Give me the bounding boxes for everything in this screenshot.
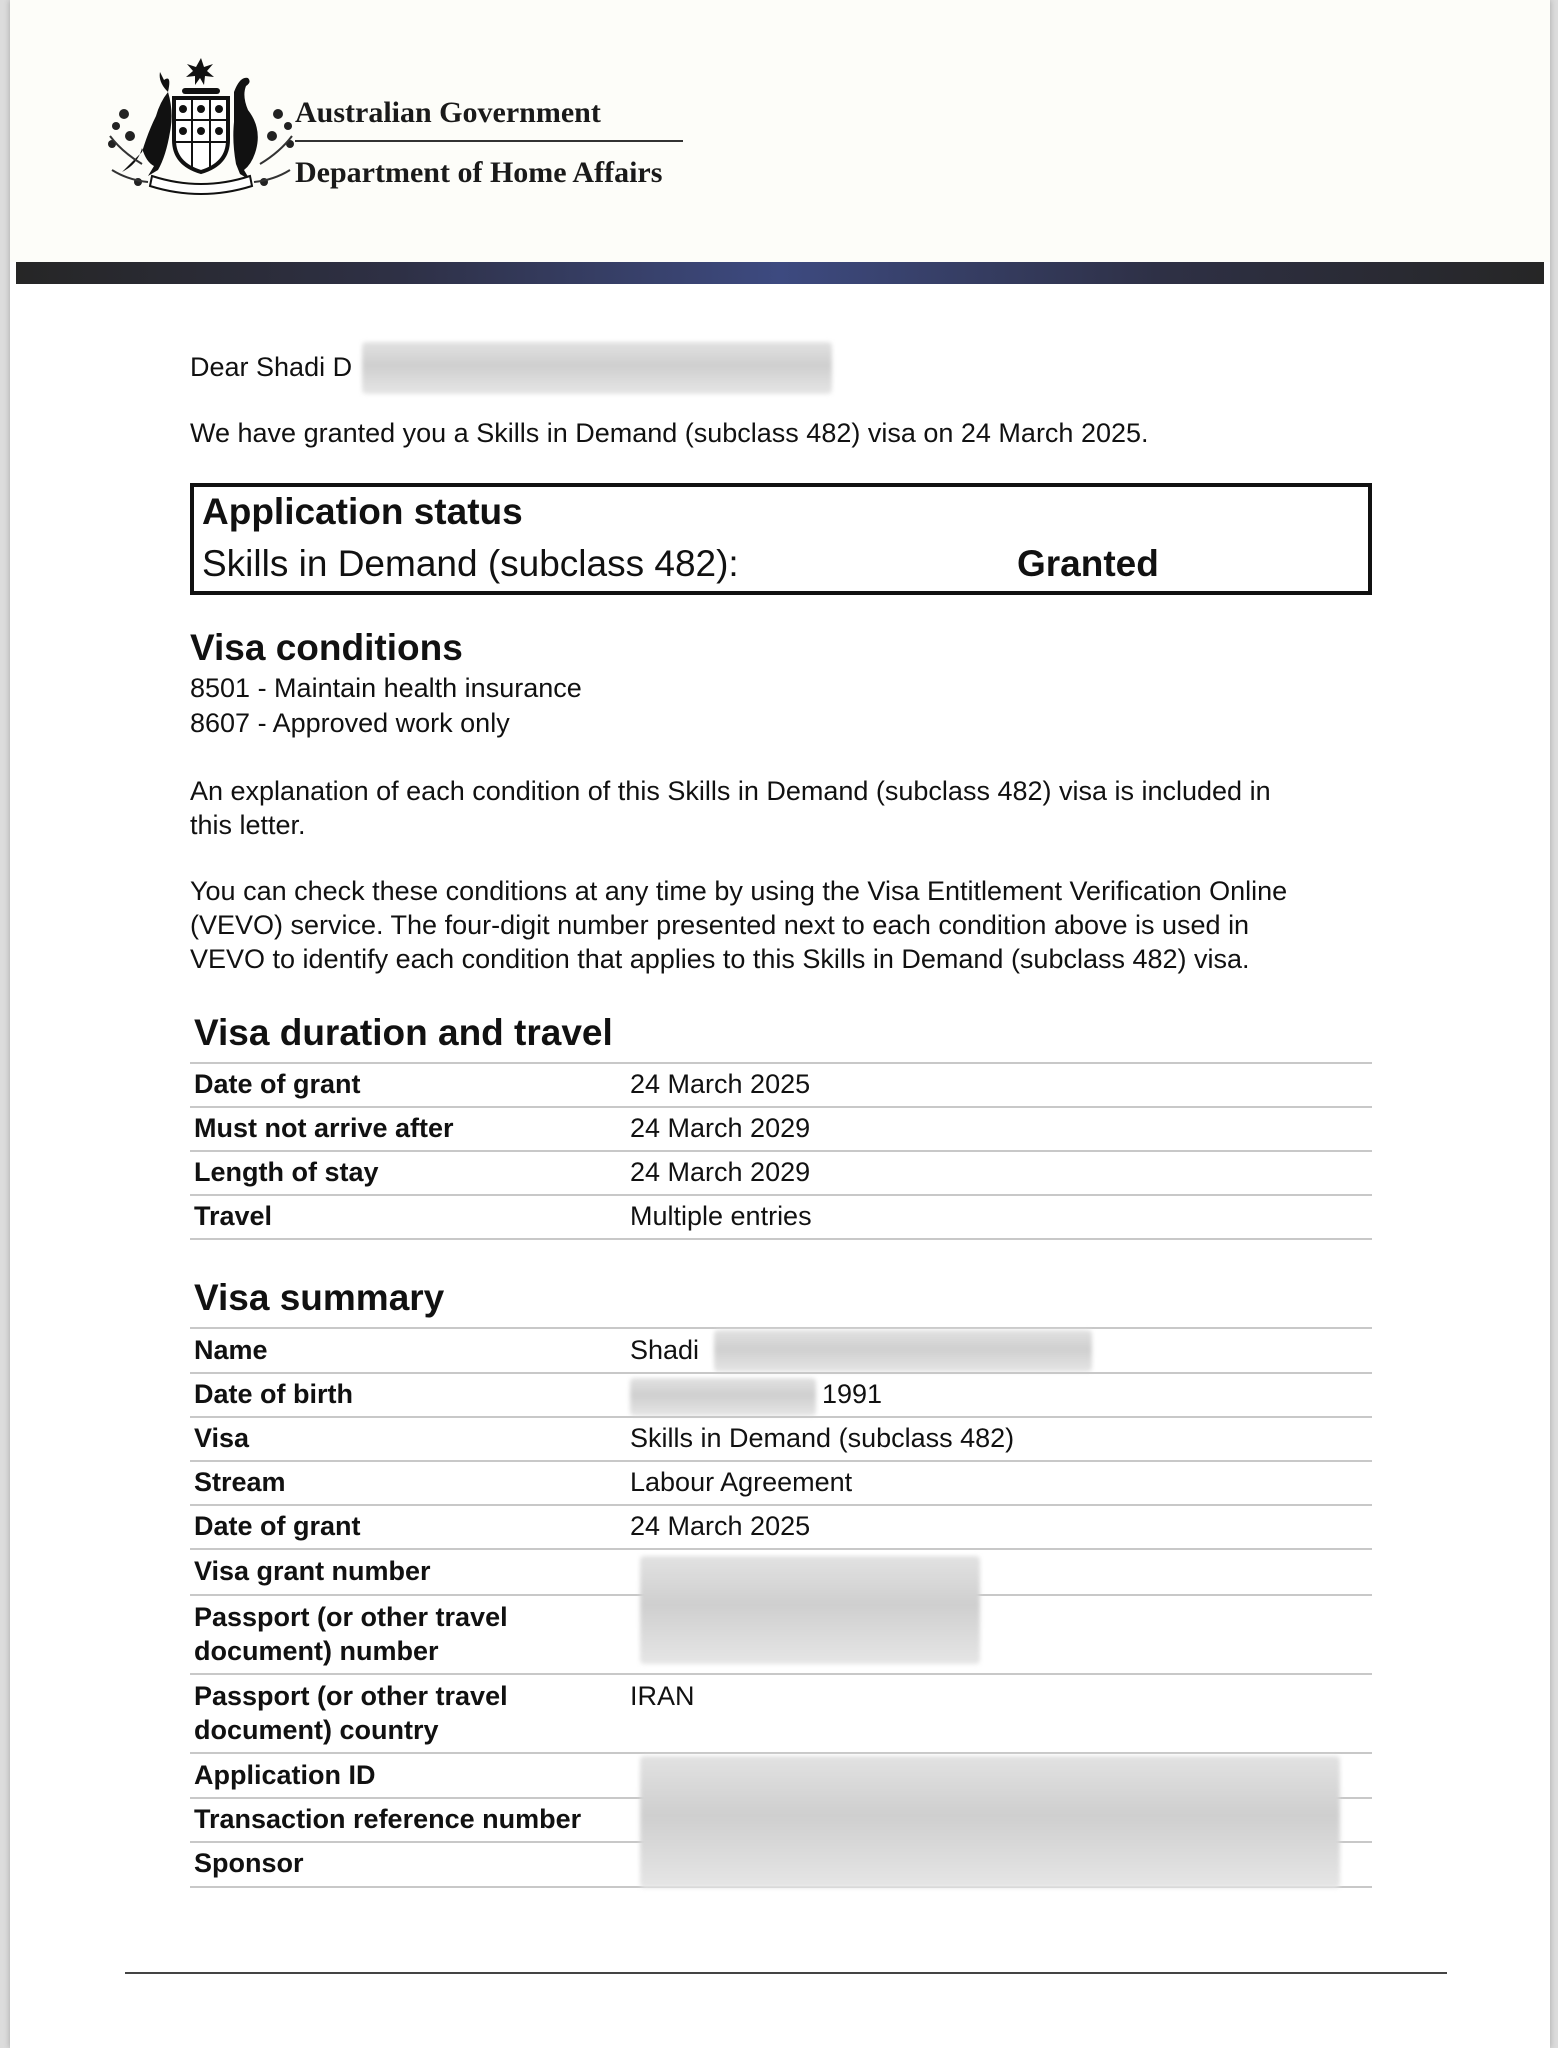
table-divider (190, 1150, 1372, 1152)
paragraph-line: You can check these conditions at any time by using the Visa Entitlement Verification Online (190, 876, 1288, 906)
duration-label: Date of grant (194, 1069, 361, 1099)
summary-label (194, 1679, 508, 1747)
paragraph-line: this letter. (190, 810, 306, 840)
summary-label: Visa grant number (194, 1556, 431, 1586)
summary-value: Labour Agreement (630, 1467, 853, 1497)
label-line: Passport (or other travel (194, 1602, 508, 1632)
status-visa: Skills in Demand (subclass 482): (202, 543, 739, 584)
table-divider (190, 1372, 1372, 1374)
table-divider (190, 1752, 1372, 1754)
duration-label: Must not arrive after (194, 1113, 454, 1143)
table-divider (190, 1327, 1372, 1329)
table-divider (190, 1416, 1372, 1418)
conditions-explanation (190, 774, 1390, 842)
conditions-title: Visa conditions (190, 627, 463, 668)
table-divider (190, 1460, 1372, 1462)
summary-label: Transaction reference number (194, 1804, 582, 1834)
summary-value: 24 March 2025 (630, 1511, 811, 1541)
redacted-surname (714, 1330, 1092, 1372)
duration-label: Travel (194, 1201, 273, 1231)
summary-label: Date of birth (194, 1379, 353, 1409)
duration-value: Multiple entries (630, 1201, 812, 1231)
summary-title: Visa summary (194, 1277, 445, 1318)
summary-label: Sponsor (194, 1848, 304, 1878)
duration-value: 24 March 2029 (630, 1157, 811, 1187)
grant-intro: We have granted you a Skills in Demand (subclass 482) visa on 24 March 2025. (190, 418, 1149, 448)
application-status-box (190, 483, 1372, 595)
table-divider (190, 1238, 1372, 1240)
label-line: document) number (194, 1636, 439, 1666)
table-divider (190, 1194, 1372, 1196)
status-title: Application status (202, 491, 523, 532)
redacted-application-details (640, 1756, 1340, 1888)
summary-label: Application ID (194, 1760, 376, 1790)
paragraph-line: VEVO to identify each condition that applies to this Skills in Demand (subclass 482) visa. (190, 944, 1250, 974)
duration-value: 24 March 2029 (630, 1113, 811, 1143)
vevo-explanation (190, 874, 1390, 976)
table-divider (190, 1062, 1372, 1064)
redacted-grant-and-passport-number (640, 1556, 980, 1664)
duration-label: Length of stay (194, 1157, 379, 1187)
department-name: Department of Home Affairs (295, 156, 663, 189)
summary-label: Stream (194, 1467, 286, 1497)
status-badge: Granted (1017, 543, 1159, 584)
duration-value: 24 March 2025 (630, 1069, 811, 1099)
summary-value: Skills in Demand (subclass 482) (630, 1423, 1015, 1453)
redacted-surname (362, 342, 832, 394)
table-divider (190, 1504, 1372, 1506)
summary-value: IRAN (630, 1681, 695, 1711)
label-line: Passport (or other travel (194, 1681, 508, 1711)
letterhead-divider (295, 140, 683, 142)
summary-value: 1991 (822, 1379, 883, 1409)
summary-label: Date of grant (194, 1511, 361, 1541)
summary-label (194, 1600, 508, 1668)
table-divider (190, 1548, 1372, 1550)
redacted-birth-date (630, 1378, 816, 1416)
summary-label: Visa (194, 1423, 250, 1453)
label-line: document) country (194, 1715, 439, 1745)
paragraph-line: An explanation of each condition of this Skills in Demand (subclass 482) visa is included in (190, 776, 1271, 806)
letterhead (10, 0, 1550, 262)
duration-title: Visa duration and travel (194, 1012, 613, 1053)
summary-label: Name (194, 1335, 268, 1365)
paragraph-line: (VEVO) service. The four-digit number presented next to each condition above is used in (190, 910, 1250, 940)
table-divider (190, 1673, 1372, 1675)
header-band (16, 262, 1544, 284)
letter-page (10, 0, 1550, 2048)
condition-item: 8501 - Maintain health insurance (190, 673, 582, 703)
condition-item: 8607 - Approved work only (190, 708, 510, 738)
government-name: Australian Government (295, 96, 601, 129)
coat-of-arms-icon (102, 52, 300, 196)
salutation: Dear Shadi D (190, 352, 353, 382)
summary-value: Shadi (630, 1335, 700, 1365)
footer-divider (125, 1972, 1447, 1974)
table-divider (190, 1106, 1372, 1108)
